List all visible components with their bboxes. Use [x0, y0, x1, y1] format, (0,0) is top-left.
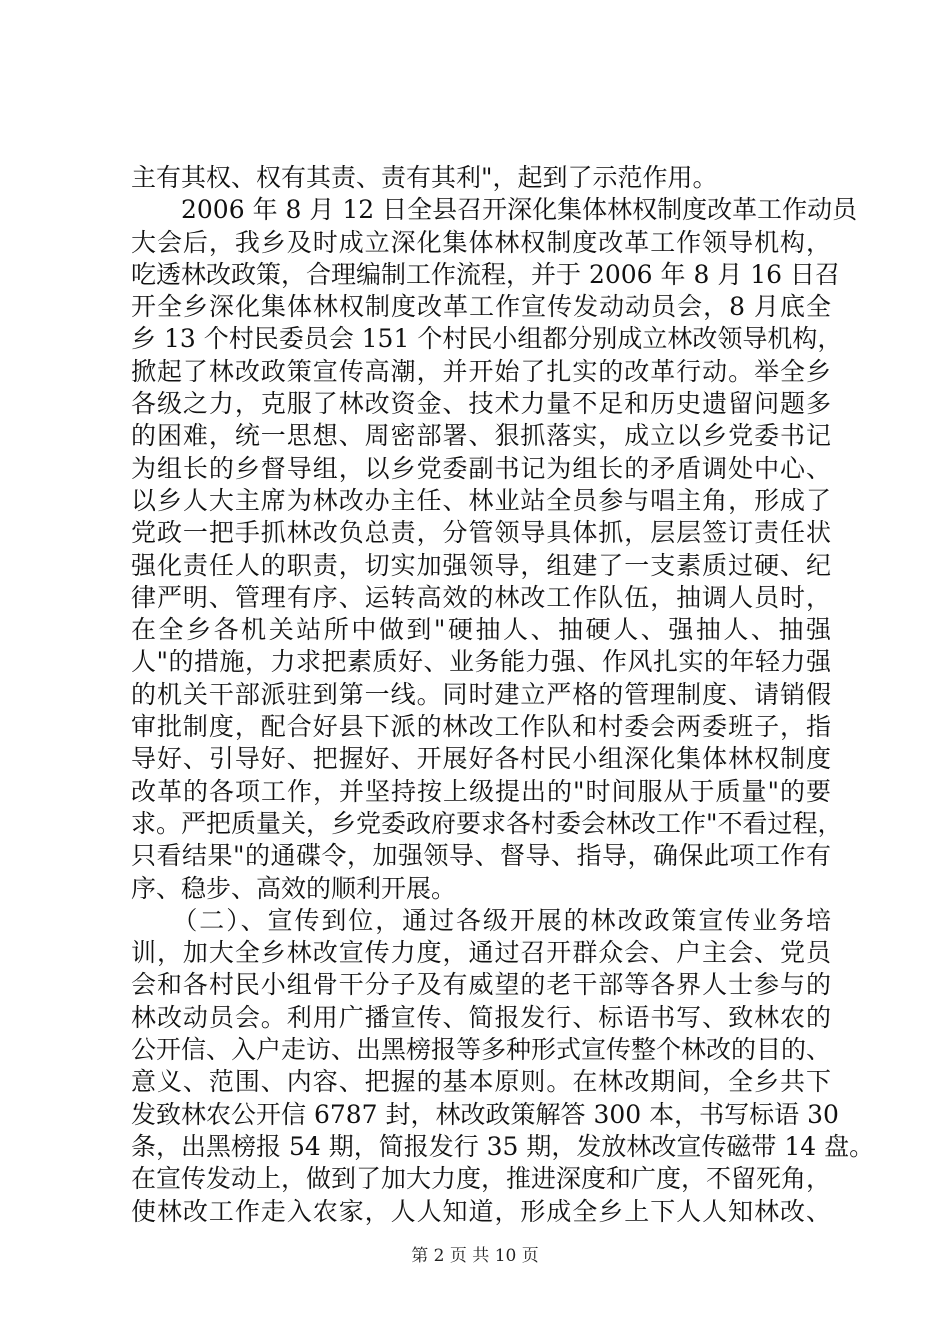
text-line: 强化责任人的职责，切实加强领导，组建了一支素质过硬、纪: [131, 550, 831, 580]
text-line: 吃透林改政策，合理编制工作流程，并于 2006 年 8 月 16 日召: [131, 259, 841, 289]
text-line: 2006 年 8 月 12 日全县召开深化集体林权制度改革工作动员: [131, 195, 858, 225]
text-line: 党政一把手抓林改负总责，分管领导具体抓，层层签订责任状: [131, 518, 831, 548]
text-line: 改革的各项工作，并坚持按上级提出的"时间服从于质量"的要: [131, 776, 831, 806]
text-line: 以乡人大主席为林改办主任、林业站全员参与唱主角，形成了: [131, 485, 831, 515]
text-line: 开全乡深化集体林权制度改革工作宣传发动动员会，8 月底全: [131, 292, 831, 322]
text-line: 各级之力，克服了林改资金、技术力量不足和历史遗留问题多: [131, 389, 831, 419]
text-line: 的困难，统一思想、周密部署、狠抓落实，成立以乡党委书记: [131, 421, 831, 451]
text-line: 乡 13 个村民委员会 151 个村民小组都分别成立林改领导机构，: [131, 324, 843, 354]
text-line: 在全乡各机关站所中做到"硬抽人、抽硬人、强抽人、抽强: [131, 615, 831, 645]
text-line: 掀起了林改政策宣传高潮，并开始了扎实的改革行动。举全乡: [131, 356, 831, 386]
text-line: 训，加大全乡林改宣传力度，通过召开群众会、户主会、党员: [131, 938, 831, 968]
text-line: 审批制度，配合好县下派的林改工作队和村委会两委班子，指: [131, 712, 831, 742]
text-line: 公开信、入户走访、出黑榜报等多种形式宣传整个林改的目的、: [131, 1035, 832, 1065]
text-line: 只看结果"的通碟令，加强领导、督导、指导，确保此项工作有: [131, 841, 831, 871]
page-number-footer: 第 2 页 共 10 页: [411, 1246, 539, 1266]
text-line: 导好、引导好、把握好、开展好各村民小组深化集体林权制度: [131, 744, 831, 774]
text-line: 大会后，我乡及时成立深化集体林权制度改革工作领导机构，: [131, 227, 831, 257]
text-line: 使林改工作走入农家，人人知道，形成全乡上下人人知林改、: [131, 1196, 831, 1226]
text-line: 为组长的乡督导组，以乡党委副书记为组长的矛盾调处中心、: [131, 453, 831, 483]
text-line: 意义、范围、内容、把握的基本原则。在林改期间，全乡共下: [131, 1067, 831, 1097]
text-line: 林改动员会。利用广播宣传、简报发行、标语书写、致林农的: [131, 1002, 831, 1032]
text-line: （二）、宣传到位，通过各级开展的林改政策宣传业务培: [131, 905, 831, 935]
text-line: 会和各村民小组骨干分子及有威望的老干部等各界人士参与的: [131, 970, 831, 1000]
text-line: 序、稳步、高效的顺利开展。: [131, 873, 457, 903]
text-line: 求。严把质量关，乡党委政府要求各村委会林改工作"不看过程，: [131, 808, 843, 838]
text-line: 条，出黑榜报 54 期，简报发行 35 期，发放林改宣传磁带 14 盘。: [131, 1131, 875, 1161]
document-body: [131, 162, 875, 1228]
text-line: 的机关干部派驻到第一线。同时建立严格的管理制度、请销假: [131, 679, 831, 709]
text-line: 人"的措施，力求把素质好、业务能力强、作风扎实的年轻力强: [131, 647, 831, 677]
text-line: 主有其权、权有其责、责有其利"，起到了示范作用。: [131, 163, 718, 192]
text-line: 在宣传发动上，做到了加大力度，推进深度和广度，不留死角，: [131, 1164, 832, 1194]
text-line: 发致林农公开信 6787 封，林改政策解答 300 本，书写标语 30: [131, 1099, 839, 1129]
text-line: 律严明、管理有序、运转高效的林改工作队伍，抽调人员时，: [131, 582, 831, 612]
